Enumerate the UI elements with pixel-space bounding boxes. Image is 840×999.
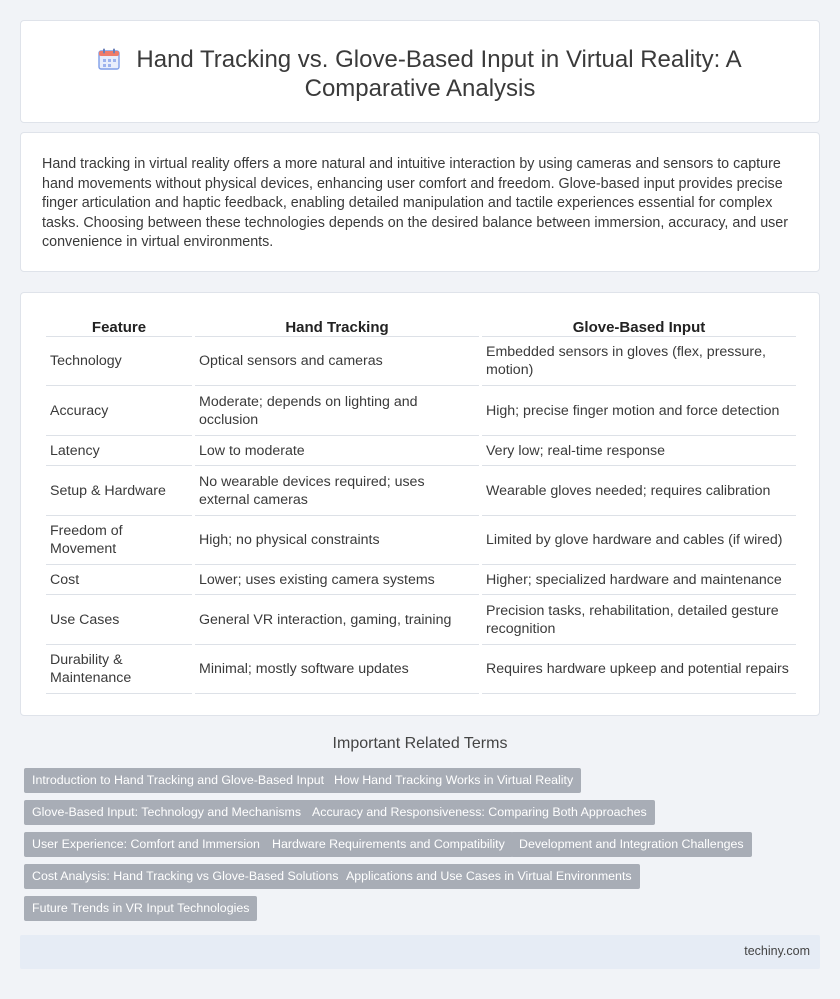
cell-hand-tracking: Minimal; mostly software updates (195, 645, 479, 694)
header-feature: Feature (46, 315, 192, 337)
related-term-link[interactable]: Cost Analysis: Hand Tracking vs Glove-Based Solutions (24, 864, 346, 889)
cell-hand-tracking: Optical sensors and cameras (195, 337, 479, 386)
header-hand-tracking: Hand Tracking (195, 315, 479, 337)
table-row (46, 565, 796, 595)
table-header-row (46, 315, 796, 337)
cell-hand-tracking: No wearable devices required; uses external cameras (195, 466, 479, 516)
table-row (46, 386, 796, 436)
cell-glove-input: Wearable gloves needed; requires calibration (482, 466, 796, 516)
cell-glove-input: Very low; real-time response (482, 436, 796, 466)
table-row (46, 436, 796, 466)
cell-hand-tracking: General VR interaction, gaming, training (195, 595, 479, 645)
cell-hand-tracking: Low to moderate (195, 436, 479, 466)
cell-glove-input: High; precise finger motion and force detection (482, 386, 796, 436)
related-terms-heading: Important Related Terms (332, 735, 508, 752)
cell-feature: Setup & Hardware (46, 466, 192, 516)
comparison-table (43, 315, 799, 694)
cell-glove-input: Higher; specialized hardware and maintenance (482, 565, 796, 595)
related-term-link[interactable]: How Hand Tracking Works in Virtual Reality (326, 768, 581, 793)
cell-feature: Cost (46, 565, 192, 595)
cell-glove-input: Embedded sensors in gloves (flex, pressure, motion) (482, 337, 796, 386)
related-term-link[interactable]: Future Trends in VR Input Technologies (24, 896, 257, 921)
cell-feature: Durability & Maintenance (46, 645, 192, 694)
related-term-link[interactable]: Hardware Requirements and Compatibility (264, 832, 513, 857)
related-term-link[interactable]: Accuracy and Responsiveness: Comparing Both Approaches (304, 800, 655, 825)
table-row (46, 466, 796, 516)
table-row (46, 595, 796, 645)
comparison-card (20, 292, 820, 716)
cell-glove-input: Precision tasks, rehabilitation, detailed gesture recognition (482, 595, 796, 645)
table-row (46, 645, 796, 694)
page-title (21, 45, 819, 103)
cell-glove-input: Limited by glove hardware and cables (if wired) (482, 516, 796, 565)
title-card (20, 20, 820, 123)
cell-feature: Freedom of Movement (46, 516, 192, 565)
table-row (46, 516, 796, 565)
title-line-2: Comparative Analysis (304, 75, 536, 102)
cell-feature: Use Cases (46, 595, 192, 645)
header-glove-input: Glove-Based Input (482, 315, 796, 337)
cell-hand-tracking: Moderate; depends on lighting and occlusion (195, 386, 479, 436)
related-term-link[interactable]: Glove-Based Input: Technology and Mechanisms (24, 800, 309, 825)
related-term-link[interactable]: Applications and Use Cases in Virtual Environments (338, 864, 640, 889)
cell-glove-input: Requires hardware upkeep and potential repairs (482, 645, 796, 694)
related-term-link[interactable]: Introduction to Hand Tracking and Glove-Based Input (24, 768, 332, 793)
cell-hand-tracking: High; no physical constraints (195, 516, 479, 565)
title-line-1: Hand Tracking vs. Glove-Based Input in Virtual Reality: A (136, 46, 742, 73)
footer-site-link[interactable]: techiny.com (744, 944, 810, 958)
intro-card (20, 132, 820, 272)
cell-hand-tracking: Lower; uses existing camera systems (195, 565, 479, 595)
cell-feature: Accuracy (46, 386, 192, 436)
intro-paragraph: Hand tracking in virtual reality offers a more natural and intuitive interaction by using cameras and sensors to capture hand movements without physical devices, enhancing user comfort and freedom. Glove-based input provides precise finger articulation and haptic feedback, enabling detailed manipulation and tactile experiences essential for complex tasks. Choosing between these technologies depends on the desired balance between immersion, accuracy, and user convenience in virtual environments. (42, 156, 789, 250)
cell-feature: Latency (46, 436, 192, 466)
table-row (46, 337, 796, 386)
related-term-link[interactable]: Development and Integration Challenges (511, 832, 752, 857)
related-term-link[interactable]: User Experience: Comfort and Immersion (24, 832, 268, 857)
footer-bar (20, 935, 820, 969)
cell-feature: Technology (46, 337, 192, 386)
calendar-icon (98, 48, 120, 70)
